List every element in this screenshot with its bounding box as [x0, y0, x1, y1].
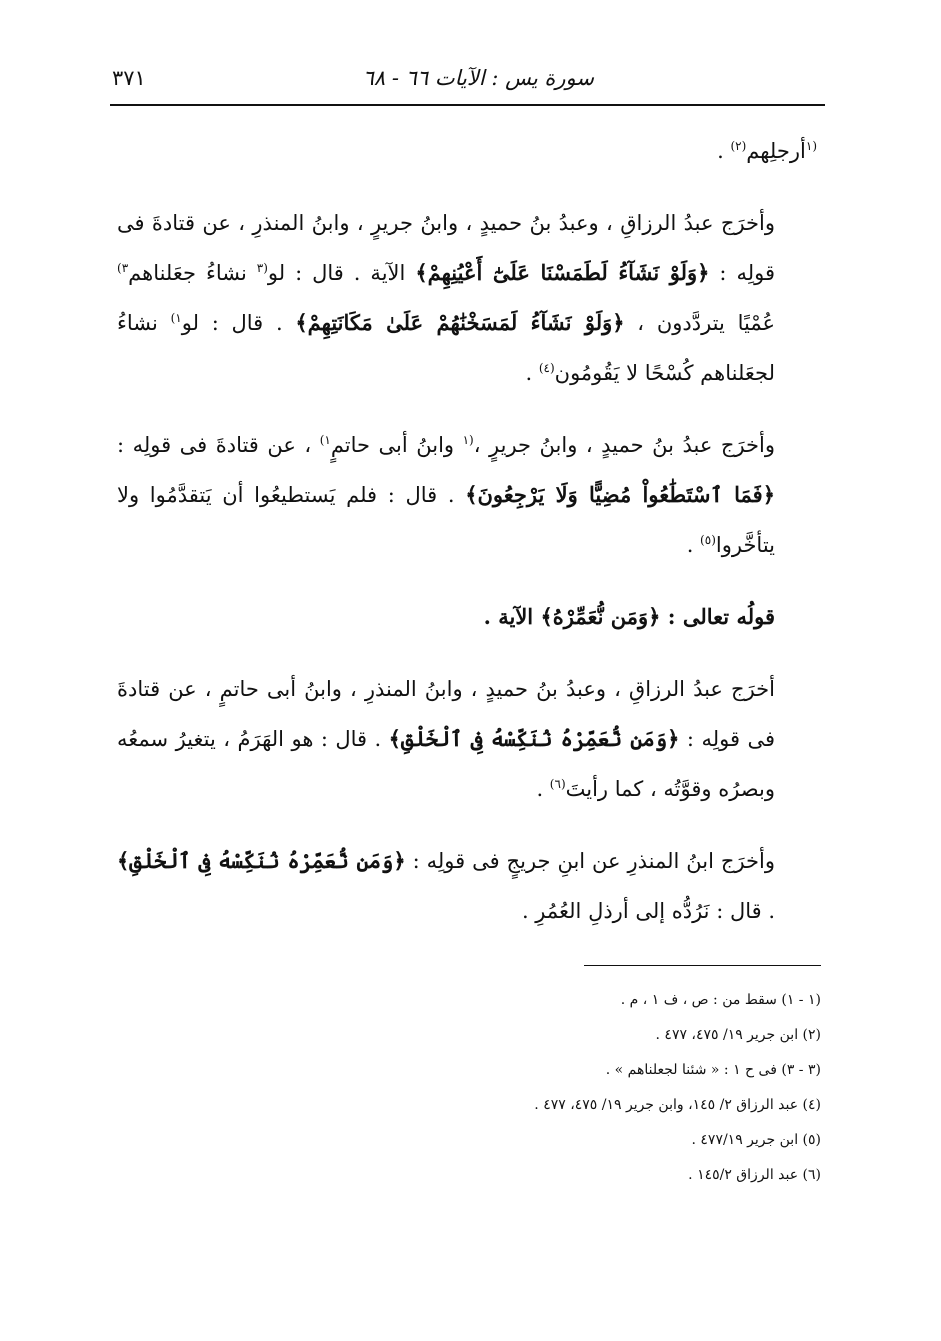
- paragraph-1: [117, 126, 817, 176]
- text-run: وأخرَج عبدُ بنُ حميدٍ ، وابنُ جريرٍ ،: [473, 433, 775, 457]
- quran-verse: ﴿وَمَن نُّعَمِّرْهُ نُنَكِّسْهُ فِى ٱلْخَلْقِ﴾: [388, 726, 680, 751]
- text-run: .: [536, 777, 550, 801]
- header-rule: [110, 104, 825, 106]
- text-run: .: [525, 361, 539, 385]
- footnote: (٥) ابن جرير ٤٧٧/١٩ .: [691, 1132, 821, 1148]
- running-head-title: سورة يس : الآيات ٦٦ - ٦٨: [362, 66, 594, 90]
- note-ref: (٤): [538, 361, 555, 375]
- text-run: . قال : هو الهَرَمُ ، يتغيرُ سمعُه وبصرُه وقوَّتُه ، كما رأيتَ: [117, 727, 775, 801]
- quran-verse: ﴿وَمَن نُّعَمِّرْهُ﴾: [540, 604, 661, 629]
- main-text: [117, 126, 817, 958]
- text-run: أخرَج عبدُ الرزاقِ ، وعبدُ بنُ حميدٍ ، وابنُ المنذرِ ، وابنُ أبى حاتمٍ ، عن قتادةَ فى قولِه :: [117, 677, 775, 751]
- note-ref: (٢): [730, 139, 747, 153]
- text-run: أرجلِهم: [746, 139, 806, 163]
- text-run: . قال : لو: [181, 311, 296, 335]
- paragraph-3: [117, 420, 817, 570]
- footnote: (١ - ١) سقط من : ص ، ف ١ ، م .: [620, 992, 821, 1008]
- text-run: . قال : نَرُدُّه إلى أرذلِ العُمُرِ .: [521, 899, 775, 923]
- note-ref: (١: [805, 139, 817, 153]
- footnote-rule: [584, 965, 821, 966]
- note-ref: ١): [170, 311, 182, 325]
- note-ref: (٣: [256, 261, 268, 275]
- text-run: عُمْيًا يتردَّدون ،: [624, 311, 775, 335]
- section-heading: [117, 592, 817, 642]
- quran-verse: ﴿وَلَوْ نَشَآءُ لَطَمَسْنَا عَلَىٰٓ أَعْيُنِهِمْ﴾: [415, 260, 710, 285]
- paragraph-6: [117, 836, 817, 936]
- paragraph-5: [117, 664, 817, 814]
- text-run: الآية .: [483, 604, 541, 629]
- text-run: وأخرَج عبدُ الرزاقِ ، وعبدُ بنُ حميدٍ ، وابنُ جريرٍ ، وابنُ المنذرِ ، عن قتادةَ فى قولِه :: [117, 211, 775, 285]
- note-ref: (٦): [549, 777, 566, 791]
- note-ref: (١: [462, 433, 474, 447]
- text-run: نشاءُ جعَلناهم: [128, 261, 257, 285]
- note-ref: (٥): [700, 533, 716, 547]
- quran-verse: ﴿وَمَن نُّعَمِّرْهُ نُنَكِّسْهُ فِى ٱلْخَلْقِ﴾: [117, 848, 406, 873]
- footnote: (٣ - ٣) فى ح ١ : « شئنا لجعلناهم » .: [605, 1062, 821, 1078]
- quran-verse: ﴿فَمَا ٱسْتَطَٰعُواْ مُضِيًّا وَلَا يَرْجِعُونَ﴾: [465, 482, 775, 507]
- footnote: (٦) عبد الرزاق ١٤٥/٢ .: [688, 1167, 821, 1183]
- text-run: الآية . قال : لو: [267, 261, 416, 285]
- note-ref: ١): [319, 433, 331, 447]
- text-run: وأخرَج ابنُ المنذرِ عن ابنِ جريجٍ فى قولِه :: [405, 849, 775, 873]
- text-run: . قال : فلم يَستطيعُوا أن يَتقدَّمُوا ولا يتأخَّروا: [117, 483, 775, 557]
- quran-verse: ﴿وَلَوْ نَشَآءُ لَمَسَخْنَٰهُمْ عَلَىٰ مَكَانَتِهِمْ﴾: [295, 310, 625, 335]
- running-head: [112, 60, 824, 96]
- footnotes: [221, 983, 821, 1193]
- footnote: (٤) عبد الرزاق ٢/ ١٤٥، وابن جرير ١٩/ ٤٧٥، ٤٧٧ .: [534, 1097, 821, 1113]
- note-ref: ٣): [117, 261, 129, 275]
- text-run: قولُه تعالى :: [660, 604, 775, 629]
- text-run: .: [686, 533, 701, 557]
- text-run: وابنُ أبى حاتمٍ: [330, 433, 463, 457]
- page-number: ٣٧١: [112, 66, 146, 90]
- text-run: ، عن قتادةَ فى قولِه :: [117, 433, 320, 457]
- paragraph-2: [117, 198, 817, 398]
- text-run: نشاءُ لجعَلناهم كُسْحًا لا يَقُومُون: [117, 311, 775, 385]
- text-run: .: [717, 139, 731, 163]
- footnote: (٢) ابن جرير ١٩/ ٤٧٥، ٤٧٧ .: [655, 1027, 821, 1043]
